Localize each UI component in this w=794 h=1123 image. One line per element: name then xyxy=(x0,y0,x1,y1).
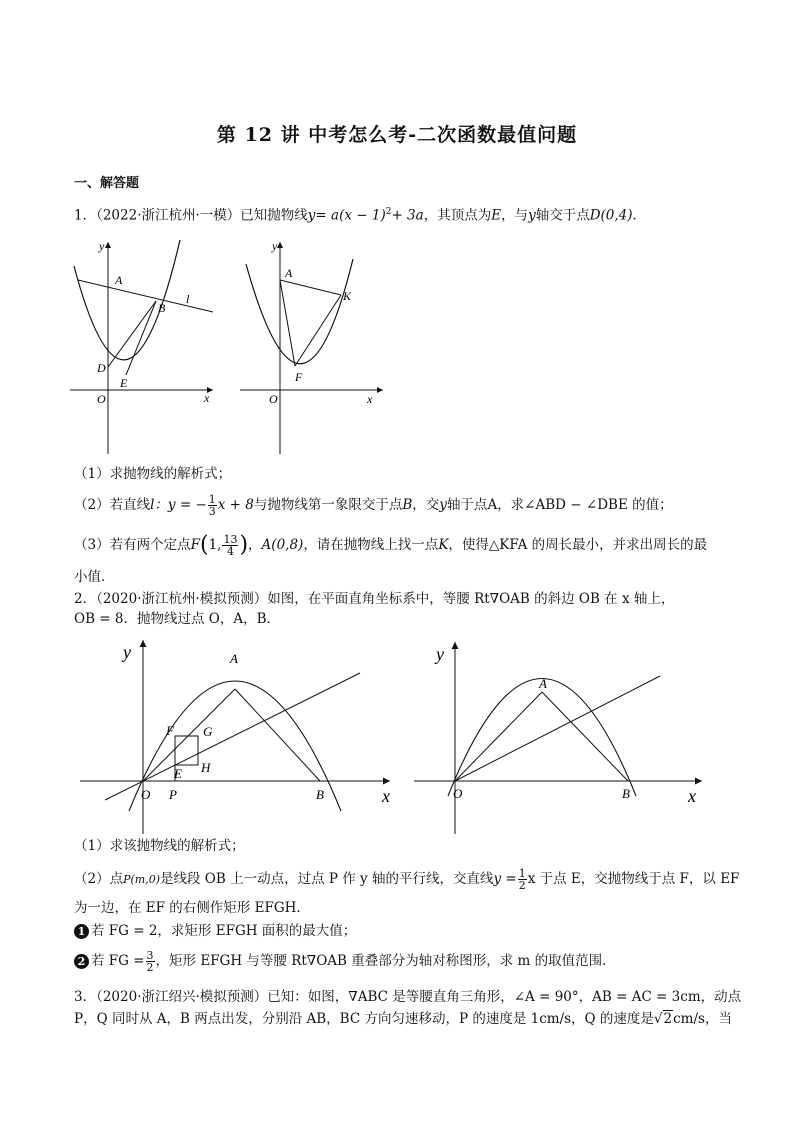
problem-2-q2-cont: 为一边，在 EF 的右侧作矩形 EFGH． xyxy=(74,900,310,916)
fig1b-origin-label: O xyxy=(269,392,278,406)
fig2b-point-B: B xyxy=(622,786,630,801)
problem-2-q2: （2）点P(m,0)是线段 OB 上一动点，过点 P 作 y 轴的平行线，交直线y = $\frac{1}{2}$ x 于点 E，交抛物线于点 F，以 EF xyxy=(74,867,740,892)
problem-1-q1: （1）求抛物线的解析式； xyxy=(74,466,232,482)
figure-2-right xyxy=(412,636,712,834)
fig2a-origin-label: O xyxy=(141,787,151,802)
fig2b-origin-label: O xyxy=(453,786,463,801)
fig1a-line-l: l xyxy=(186,292,190,306)
fig1a-origin-label: O xyxy=(97,392,106,406)
problem-2-q1: （1）求该抛物线的解析式； xyxy=(74,838,245,854)
fig2a-point-E: E xyxy=(174,766,182,781)
problem-3-line2: P，Q 同时从 A，B 两点出发，分别沿 AB，BC 方向匀速移动，P 的速度是 1cm/s，Q 的速度是√2cm/s，当 xyxy=(74,1011,732,1027)
fig2b-point-A: A xyxy=(539,676,547,691)
fig1a-point-B: B xyxy=(158,301,166,315)
fig1b-x-label: x xyxy=(367,392,373,406)
fig1b-point-F: F xyxy=(295,370,303,384)
problem-2-sub1: 1 若 FG = 2，求矩形 EFGH 面积的最大值； xyxy=(74,921,356,941)
fig2a-x-label: x xyxy=(382,786,390,806)
section-heading: 一、解答题 xyxy=(74,176,140,191)
page-title: 第 12 讲 中考怎么考-二次函数最值问题 xyxy=(216,124,578,146)
fig1b-y-label: y xyxy=(272,239,278,253)
fig2a-point-A: A xyxy=(230,651,238,666)
fig2a-point-F: F xyxy=(166,723,174,738)
fig2a-point-H: H xyxy=(201,760,211,775)
fig2a-point-G: G xyxy=(203,724,213,739)
circled-number-2: 2 xyxy=(74,954,89,969)
fig2b-x-label: x xyxy=(688,786,696,806)
circled-number-1: 1 xyxy=(74,924,89,939)
problem-1-intro: 1．（2022·浙江杭州·一模）已知抛物线$y= a(x - 1)^2+ 3a$，其顶点为E，与y轴交于点D(0,4)． xyxy=(74,207,647,224)
fig1a-point-D: D xyxy=(97,361,106,375)
problem-1-q3-cont: 小值． xyxy=(74,569,115,585)
fig1b-point-K: K xyxy=(343,289,352,303)
fig2a-point-B: B xyxy=(316,787,324,802)
problem-1-q2: （2）若直线l：y = − $\frac{1}{3}$ x + 8与抛物线第一象限交于点B，交y轴于点A，求∠ABD − ∠DBE 的值； xyxy=(74,493,673,518)
fig1b-point-A: A xyxy=(285,266,293,280)
problem-2-sub2: 2 若 FG = $\frac{3}{2}$ ，矩形 EFGH 与等腰 Rt∇OAB 重叠部分为轴对称图形，求 m 的取值范围． xyxy=(74,950,616,973)
problem-3-line1: 3．（2020·浙江绍兴·模拟预测）已知：如图，∇ABC 是等腰直角三角形，∠A = 90°，AB = AC = 3cm，动点 xyxy=(74,989,742,1005)
figure-1-left xyxy=(68,236,218,456)
fig1a-point-A: A xyxy=(115,273,123,287)
fig1a-point-E: E xyxy=(120,376,128,390)
fig2a-point-P: P xyxy=(169,787,177,802)
fig1a-y-label: y xyxy=(99,239,105,253)
figure-1-right xyxy=(238,236,388,456)
problem-2-line2: OB = 8．抛物线过点 O，A，B． xyxy=(74,611,280,627)
problem-2-line1: 2．（2020·浙江杭州·模拟预测）如图，在平面直角坐标系中，等腰 Rt∇OAB 的斜边 OB 在 x 轴上， xyxy=(74,591,675,607)
fig2b-y-label: y xyxy=(436,644,444,664)
fig2a-y-label: y xyxy=(123,642,131,662)
figure-2-left xyxy=(80,636,400,834)
problem-1-q3: （3）若有两个定点F(1, $\frac{13}{4}$ )，A(0,8)，请在抛物线上找一点K，使得△KFA 的周长最小，并求出周长的最 xyxy=(74,532,708,558)
fig1a-x-label: x xyxy=(204,391,210,405)
